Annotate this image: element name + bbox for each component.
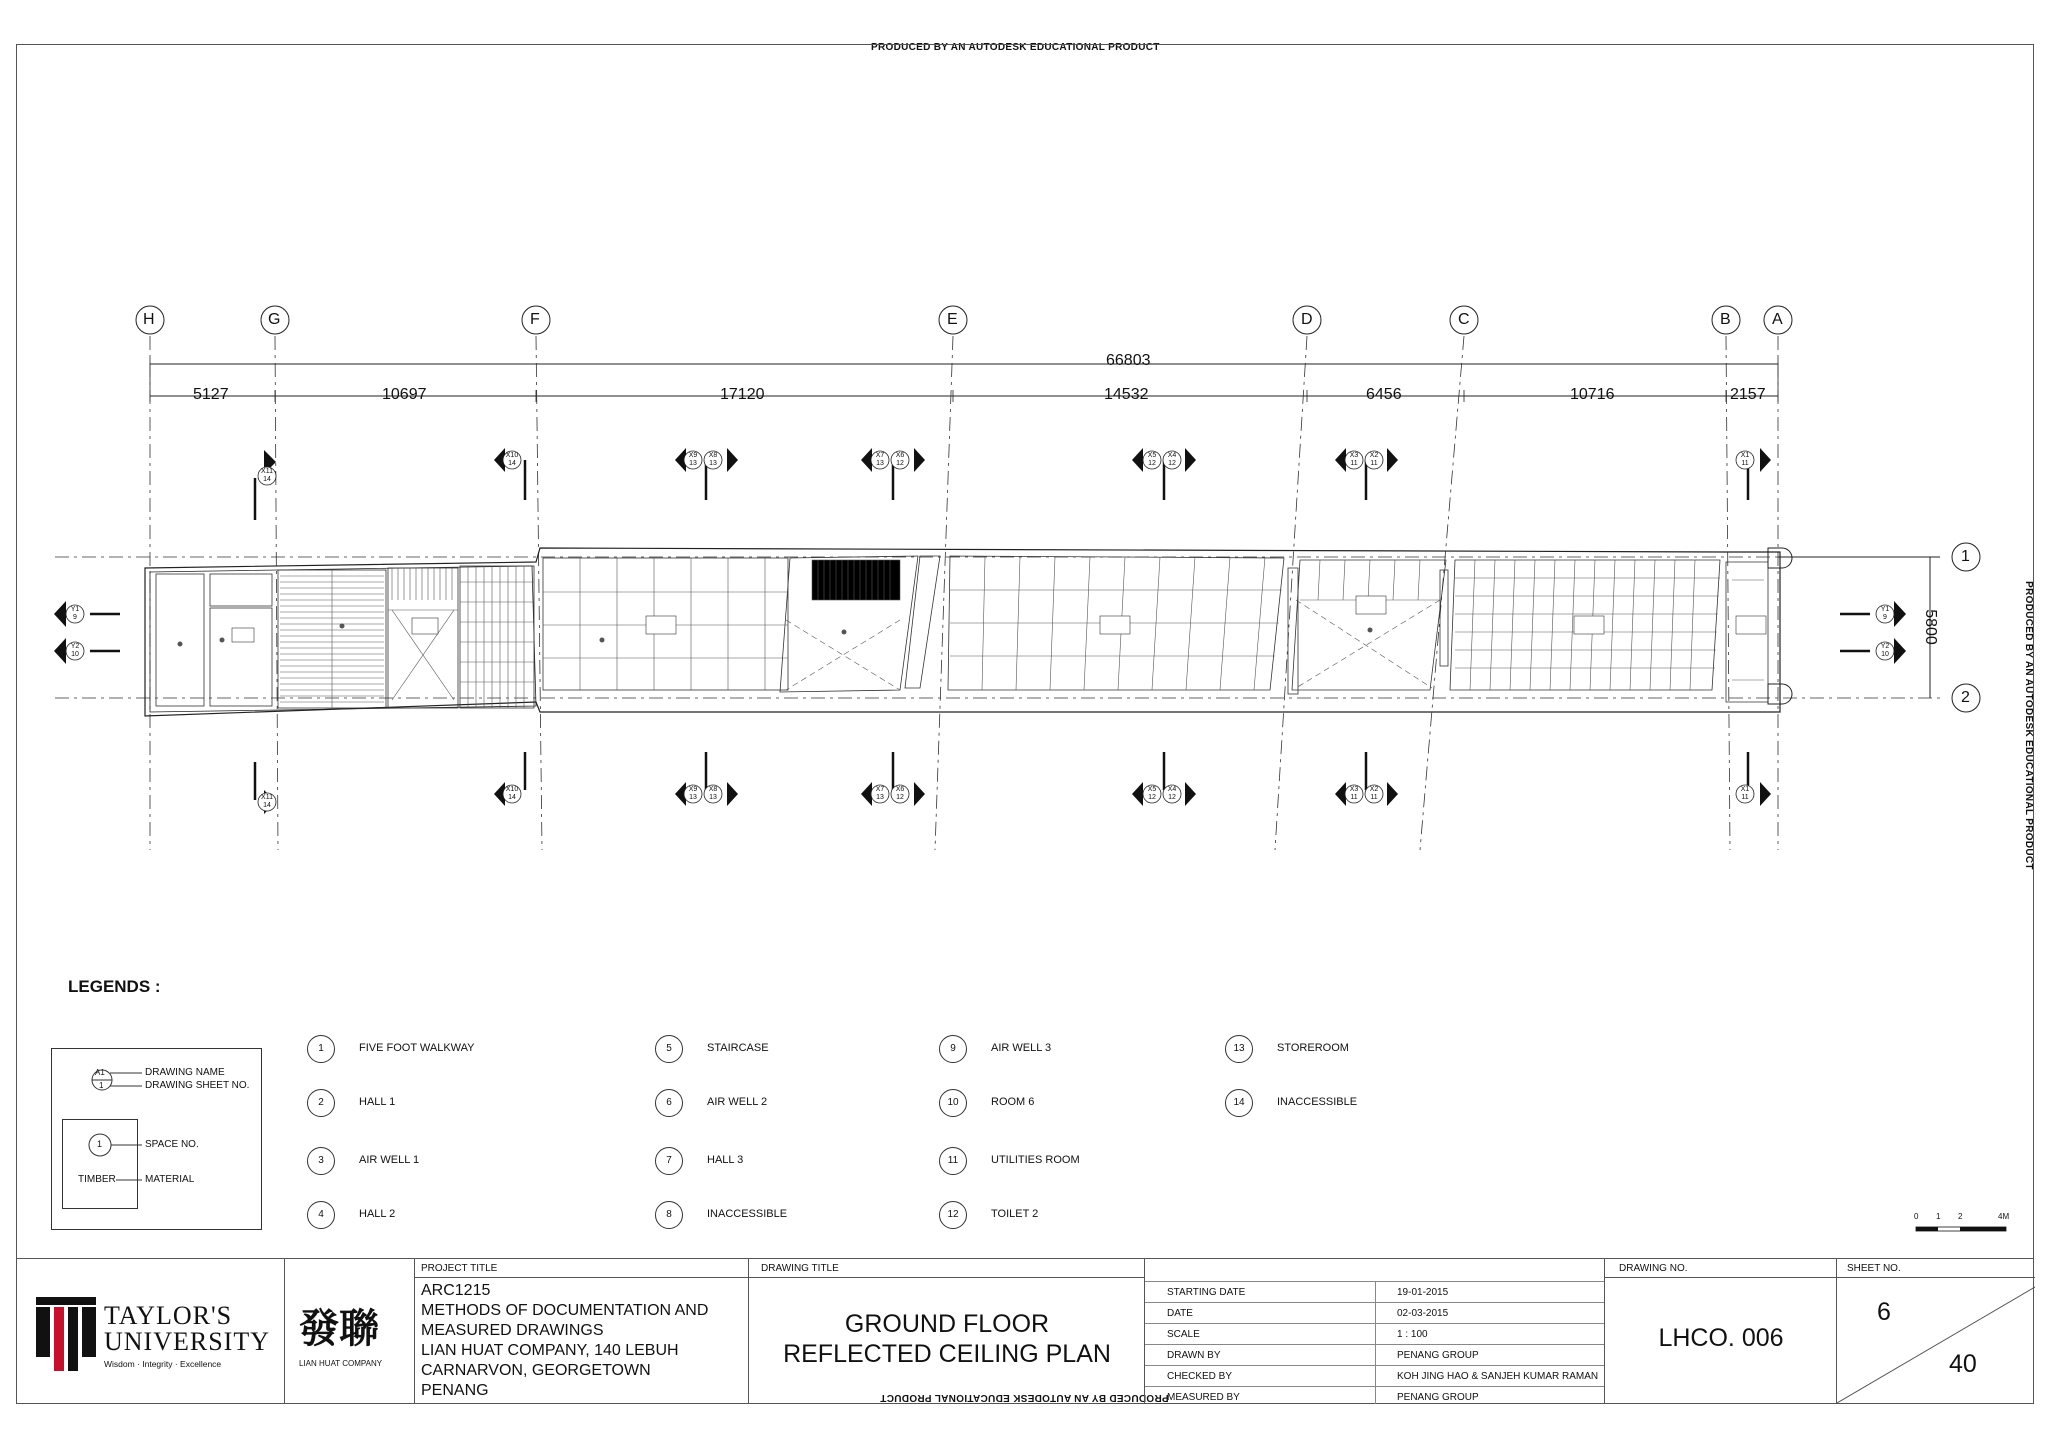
info-label: MEASURED BY	[1167, 1392, 1240, 1403]
project-title-lines	[421, 1281, 708, 1401]
section-mark-x2-bottom: X2 11	[1369, 786, 1379, 801]
dimension-b-a: 2157	[1730, 386, 1766, 403]
project-line: LIAN HUAT COMPANY, 140 LEBUH	[421, 1342, 679, 1359]
legend-num: 2	[307, 1089, 335, 1117]
section-mark-x7-top: X7 13	[875, 452, 885, 467]
university-tagline: Wisdom · Integrity · Excellence	[104, 1359, 222, 1369]
section-mark-x10-bottom: X10 14	[505, 786, 519, 801]
legend-num: 9	[939, 1035, 967, 1063]
legend-label: HALL 3	[707, 1154, 744, 1166]
info-label: CHECKED BY	[1167, 1371, 1233, 1382]
grid-label-c: C	[1458, 311, 1470, 328]
legend-key	[51, 1048, 262, 1230]
grid-label-d: D	[1301, 311, 1313, 328]
legend-label: TOILET 2	[991, 1208, 1039, 1220]
section-mark-x4-top: X4 12	[1167, 452, 1177, 467]
title-block	[16, 1258, 2034, 1404]
legend-label: AIR WELL 1	[359, 1154, 420, 1166]
legend-label: FIVE FOOT WALKWAY	[359, 1042, 475, 1054]
legend-label: STOREROOM	[1277, 1042, 1349, 1054]
legend-label: INACCESSIBLE	[707, 1208, 788, 1220]
legend-num: 7	[655, 1147, 683, 1175]
legend-label: AIR WELL 3	[991, 1042, 1052, 1054]
grid-label-f: F	[530, 311, 540, 328]
section-mark-x9-top: X9 13	[688, 452, 698, 467]
section-mark-x11-top: X11 14	[261, 468, 273, 483]
section-mark-x6-top: X6 12	[895, 452, 905, 467]
row-label-1: 1	[1961, 548, 1970, 565]
watermark-bottom: PRODUCED BY AN AUTODESK EDUCATIONAL PRODUCT	[880, 1392, 1169, 1403]
legend-num: 10	[939, 1089, 967, 1117]
legend-label: UTILITIES ROOM	[991, 1154, 1080, 1166]
section-mark-x3-top: X3 11	[1349, 452, 1359, 467]
university-name-2: UNIVERSITY	[104, 1327, 270, 1356]
info-value: KOH JING HAO & SANJEH KUMAR RAMAN	[1397, 1371, 1599, 1382]
dimension-g-f: 10697	[382, 386, 427, 403]
legend-num: 14	[1225, 1089, 1253, 1117]
section-mark-x7-bottom: X7 13	[875, 786, 885, 801]
project-line: ARC1215	[421, 1282, 491, 1299]
key-material-example: TIMBER	[78, 1174, 116, 1185]
side-mark-y2-left: Y2 10	[70, 643, 80, 658]
key-drawing-name: DRAWING NAME	[145, 1067, 225, 1078]
legend-label: STAIRCASE	[707, 1042, 769, 1054]
project-line: CARNARVON, GEORGETOWN	[421, 1362, 651, 1379]
section-mark-x6-bottom: X6 12	[895, 786, 905, 801]
key-space-box	[62, 1119, 138, 1209]
info-value: 1 : 100	[1397, 1329, 1428, 1340]
company-cell	[284, 1259, 415, 1404]
section-mark-x4-bottom: X4 12	[1167, 786, 1177, 801]
legend-num: 1	[307, 1035, 335, 1063]
scale-label-1: 1	[1936, 1212, 1941, 1221]
side-mark-y1-right: Y1 9	[1880, 606, 1890, 621]
section-mark-x3-bottom: X3 11	[1349, 786, 1359, 801]
info-label: SCALE	[1167, 1329, 1200, 1340]
dimension-width: 5800	[1921, 609, 1939, 645]
watermark-top: PRODUCED BY AN AUTODESK EDUCATIONAL PRODUCT	[871, 42, 1160, 53]
section-mark-x2-top: X2 11	[1369, 452, 1379, 467]
section-mark-x1-top: X1 11	[1740, 452, 1750, 467]
university-name-1: TAYLOR'S	[104, 1301, 233, 1330]
drawing-title-label: DRAWING TITLE	[761, 1263, 839, 1274]
legend-label: HALL 1	[359, 1096, 396, 1108]
key-space-symbol: 1	[97, 1139, 103, 1149]
company-caption: LIAN HUAT COMPANY	[299, 1359, 383, 1368]
grid-label-h: H	[143, 311, 155, 328]
legend-label: ROOM 6	[991, 1096, 1035, 1108]
project-title-cell	[414, 1259, 749, 1404]
project-title-label: PROJECT TITLE	[421, 1263, 498, 1274]
side-mark-y2-right: Y2 10	[1880, 643, 1890, 658]
legend-title: LEGENDS :	[68, 977, 161, 996]
dimension-d-c: 6456	[1366, 386, 1402, 403]
sheet-no-cell	[1836, 1259, 2035, 1404]
side-mark-y1-left: Y1 9	[70, 606, 80, 621]
legend-num: 6	[655, 1089, 683, 1117]
sheet-no: 6	[1877, 1298, 1891, 1326]
project-line: MEASURED DRAWINGS	[421, 1322, 604, 1339]
sheet-divider	[1837, 1277, 2035, 1405]
dimension-c-b: 10716	[1570, 386, 1615, 403]
info-cell	[1144, 1259, 1605, 1404]
legend-label: INACCESSIBLE	[1277, 1096, 1358, 1108]
legend-num: 4	[307, 1201, 335, 1229]
drawing-title-cell	[748, 1259, 1145, 1404]
watermark-right: PRODUCED BY AN AUTODESK EDUCATIONAL PRODUCT	[2022, 581, 2034, 870]
grid-label-e: E	[947, 311, 958, 328]
section-mark-x1-bottom: X1 11	[1740, 786, 1750, 801]
info-value: PENANG GROUP	[1397, 1392, 1479, 1403]
company-logo-glyphs: 發聯	[299, 1305, 379, 1352]
project-line: METHODS OF DOCUMENTATION AND	[421, 1302, 709, 1319]
project-line: PENANG	[421, 1382, 489, 1399]
scale-bar	[1914, 1212, 2014, 1240]
drawing-no-cell	[1604, 1259, 1837, 1404]
key-material: MATERIAL	[145, 1174, 195, 1185]
dimension-total: 66803	[1106, 352, 1151, 369]
grid-label-g: G	[268, 311, 281, 328]
key-mark-bottom: 1	[99, 1081, 104, 1090]
info-value: PENANG GROUP	[1397, 1350, 1479, 1361]
legend-num: 8	[655, 1201, 683, 1229]
info-value: 19-01-2015	[1397, 1287, 1449, 1298]
legend-label: AIR WELL 2	[707, 1096, 768, 1108]
legend-num: 12	[939, 1201, 967, 1229]
key-space-no: SPACE NO.	[145, 1139, 199, 1150]
section-mark-x10-top: X10 14	[505, 452, 519, 467]
row-label-2: 2	[1961, 689, 1970, 706]
info-label: STARTING DATE	[1167, 1287, 1246, 1298]
drawing-title-line-1: GROUND FLOOR	[844, 1310, 1050, 1338]
grid-label-b: B	[1720, 311, 1731, 328]
legend-label: HALL 2	[359, 1208, 396, 1220]
section-mark-x11-bottom: X11 14	[261, 794, 273, 809]
section-mark-x8-top: X8 13	[708, 452, 718, 467]
drawing-title-line-2: REFLECTED CEILING PLAN	[783, 1340, 1111, 1368]
sheet-no-label: SHEET NO.	[1847, 1263, 1901, 1274]
university-logo	[36, 1297, 276, 1377]
legend-num: 13	[1225, 1035, 1253, 1063]
key-drawing-sheet-no: DRAWING SHEET NO.	[145, 1080, 250, 1091]
key-mark-top: A1	[95, 1068, 105, 1077]
dimension-f-e: 17120	[720, 386, 765, 403]
section-mark-x5-top: X5 12	[1147, 452, 1157, 467]
scale-label-2: 2	[1958, 1212, 1963, 1221]
section-mark-x5-bottom: X5 12	[1147, 786, 1157, 801]
scale-bar-graphic	[1914, 1225, 2014, 1235]
sheet-total: 40	[1949, 1350, 1977, 1378]
info-label: DATE	[1167, 1308, 1193, 1319]
info-label: DRAWN BY	[1167, 1350, 1221, 1361]
legend-num: 3	[307, 1147, 335, 1175]
university-crest-icon	[36, 1297, 96, 1377]
drawing-no: LHCO. 006	[1658, 1324, 1784, 1352]
legend-num: 11	[939, 1147, 967, 1175]
scale-label-0: 0	[1914, 1212, 1919, 1221]
info-value: 02-03-2015	[1397, 1308, 1449, 1319]
dimension-e-d: 14532	[1104, 386, 1149, 403]
drawing-no-label: DRAWING NO.	[1619, 1263, 1688, 1274]
legend-num: 5	[655, 1035, 683, 1063]
section-mark-x8-bottom: X8 13	[708, 786, 718, 801]
section-mark-x9-bottom: X9 13	[688, 786, 698, 801]
dimension-h-g: 5127	[193, 386, 229, 403]
scale-label-4m: 4M	[1998, 1212, 2010, 1221]
grid-label-a: A	[1772, 311, 1783, 328]
